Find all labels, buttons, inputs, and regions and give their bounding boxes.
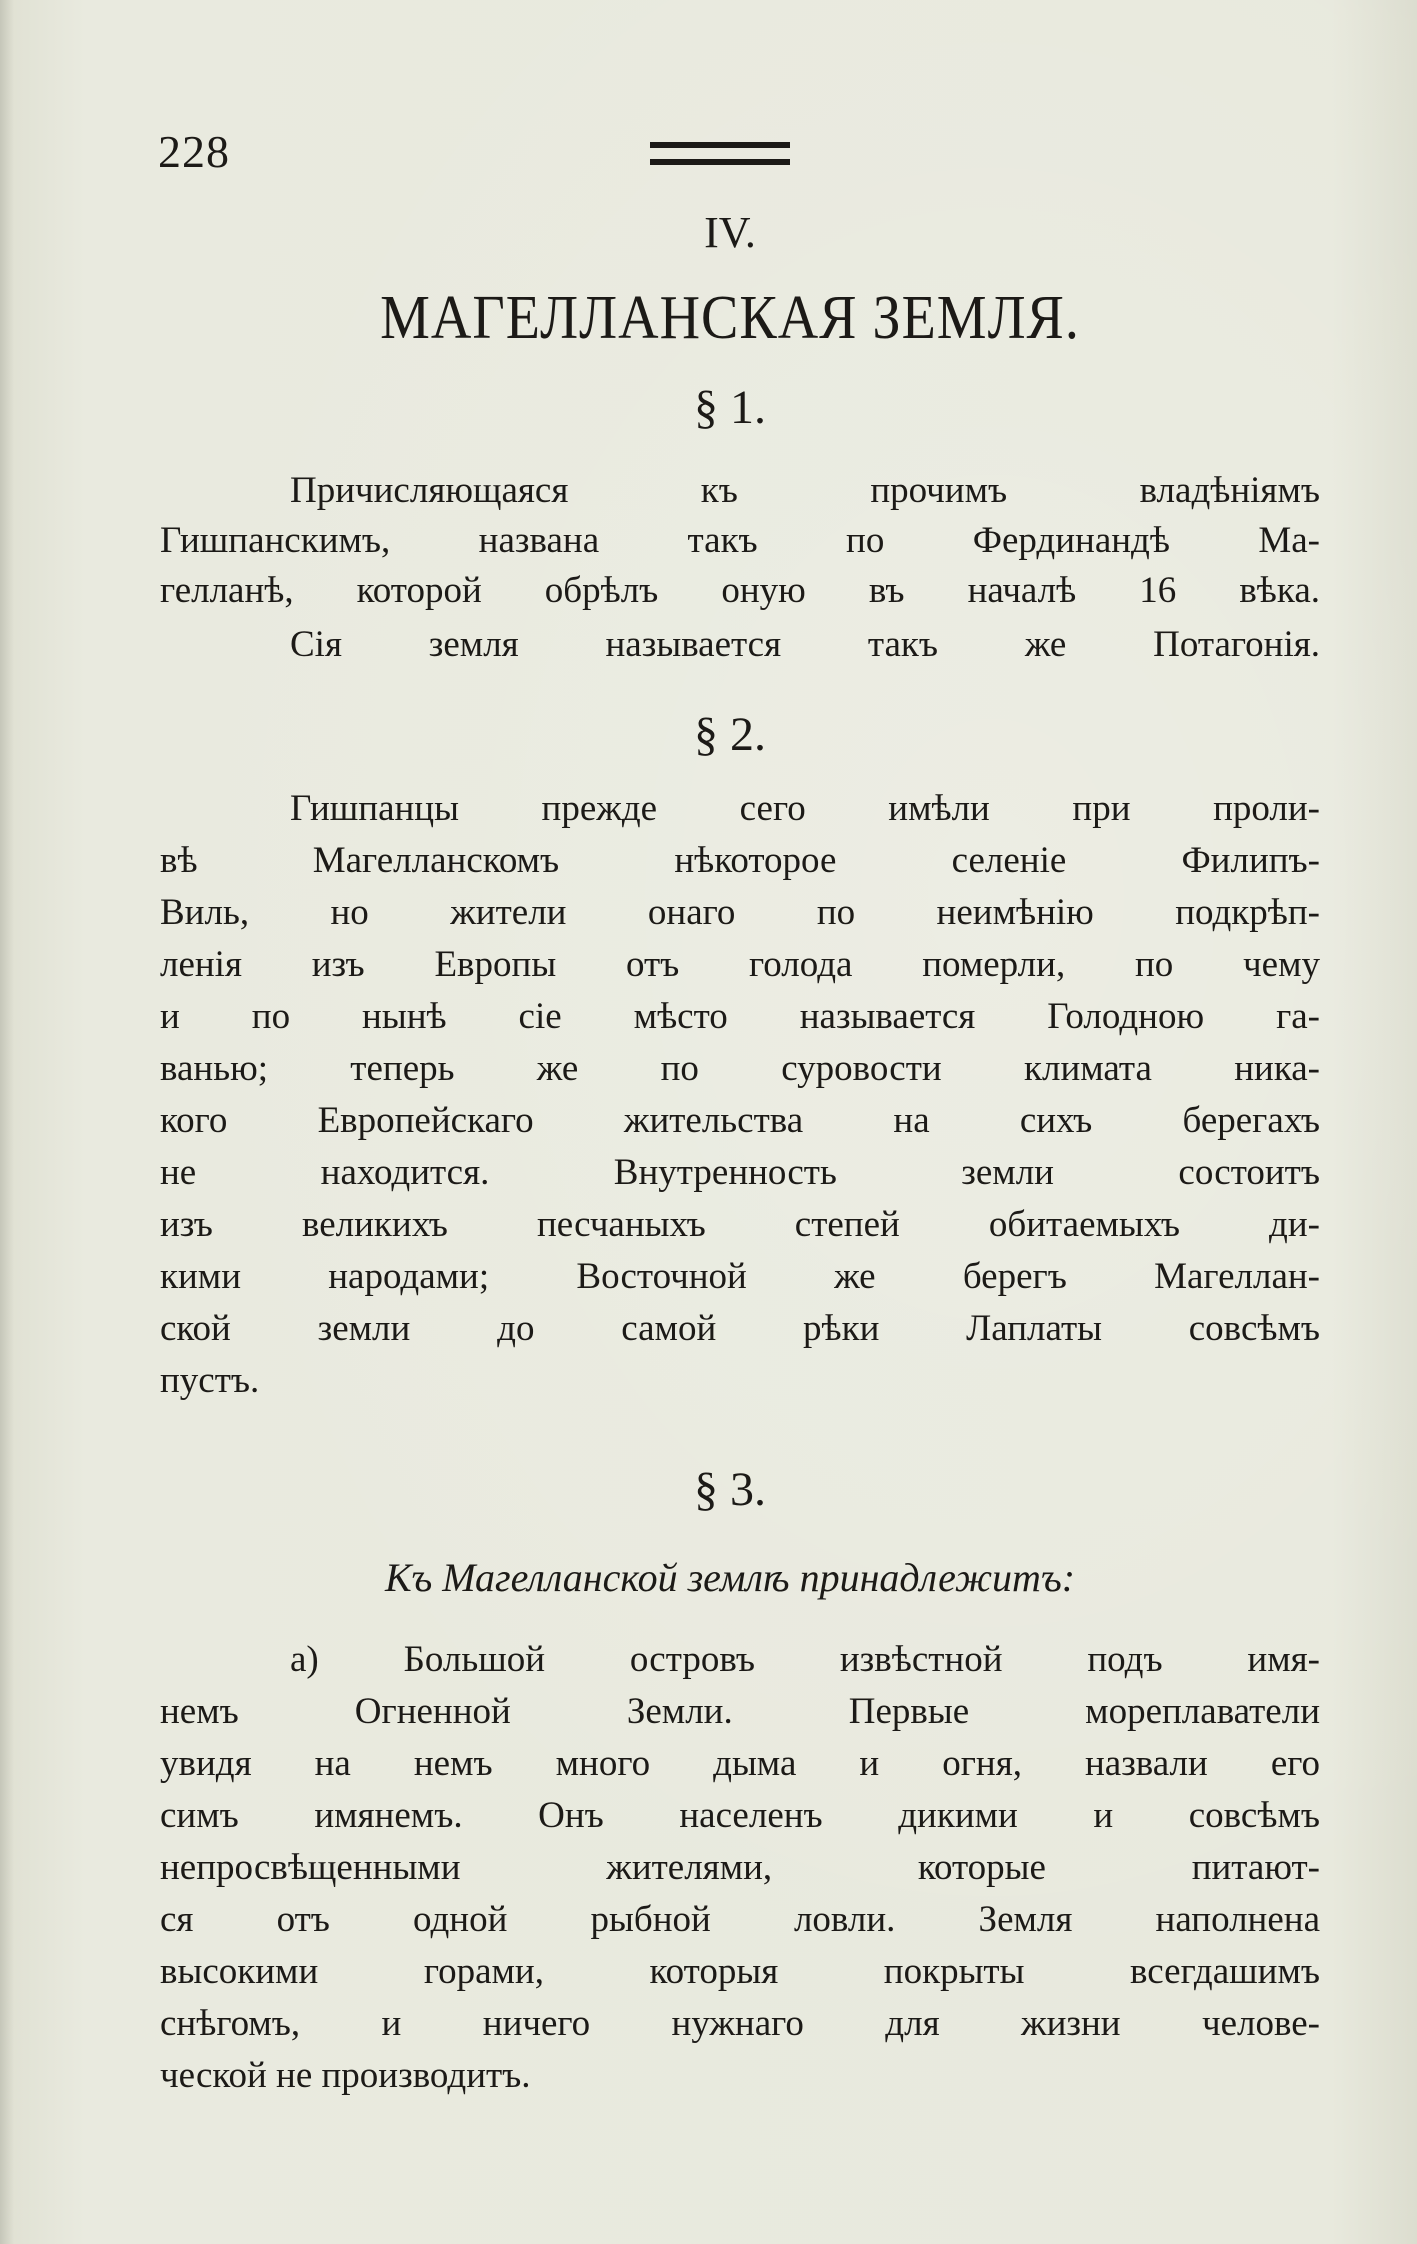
chapter-number: IV. xyxy=(704,208,756,257)
section-2-line-6: ванью; теперь же по суровости климата ника- xyxy=(160,1048,1320,1089)
section-2-line-9: изъ великихъ песчаныхъ степей обитаемыхъ ди- xyxy=(160,1204,1320,1245)
section-2-mark: § 2. xyxy=(694,708,766,761)
section-3-line-3: увидя на немъ много дыма и огня, назвали его xyxy=(160,1743,1320,1784)
section-3-line-4: симъ имянемъ. Онъ населенъ дикими и совсѣмъ xyxy=(160,1795,1320,1836)
section-3-mark: § 3. xyxy=(694,1463,766,1516)
section-1-line-1: Причисляющаяся къ прочимъ владѣніямъ xyxy=(290,470,1320,511)
section-2-line-3: Виль, но жители онаго по неимѣнію подкрѣп- xyxy=(160,892,1320,933)
section-2-line-1: Гишпанцы прежде сего имѣли при проли- xyxy=(290,788,1320,829)
page-number: 228 xyxy=(158,126,230,177)
section-3-line-2: немъ Огненной Земли. Первые мореплаватели xyxy=(160,1691,1320,1732)
section-3-line-9: ческой не производитъ. xyxy=(160,2055,531,2096)
section-2-line-8: не находится. Внутренность земли состоитъ xyxy=(160,1152,1320,1193)
section-3-line-7: высокими горами, которыя покрыты всегдашимъ xyxy=(160,1951,1320,1992)
chapter-title: МАГЕЛЛАНСКАЯ ЗЕМЛЯ. xyxy=(380,283,1080,353)
section-3-line-5: непросвѣщенными жителями, которые питают- xyxy=(160,1847,1320,1888)
section-2-line-2: вѣ Магелланскомъ нѣкоторое селеніе Филипъ- xyxy=(160,840,1320,881)
section-1-line-4: Сія земля называется такъ же Потагонія. xyxy=(290,624,1320,665)
page-edge-shadow xyxy=(0,0,14,2244)
section-3-line-8: снѣгомъ, и ничего нужнаго для жизни челове- xyxy=(160,2003,1320,2044)
section-2-line-5: и по нынѣ сіе мѣсто называется Голодною га- xyxy=(160,996,1320,1037)
section-3-line-1: а) Большой островъ извѣстной подъ имя- xyxy=(290,1639,1320,1680)
section-1-line-2: Гишпанскимъ, названа такъ по Фердинандѣ Ма- xyxy=(160,520,1320,561)
section-2-line-12: пустъ. xyxy=(160,1360,260,1401)
section-2-line-10: кими народами; Восточной же берегъ Магеллан- xyxy=(160,1256,1320,1297)
header-rule-top xyxy=(650,142,790,148)
header-rule-bottom xyxy=(650,159,790,165)
section-3-heading: Къ Магелланской землѣ принадлежитъ: xyxy=(384,1555,1076,1600)
section-2-line-11: ской земли до самой рѣки Лаплаты совсѣмъ xyxy=(160,1308,1320,1349)
section-1-line-3: гелланѣ, которой обрѣлъ оную въ началѣ 16 вѣка. xyxy=(160,570,1320,611)
section-2-line-7: кого Европейскаго жительства на сихъ берегахъ xyxy=(160,1100,1320,1141)
section-2-line-4: ленія изъ Европы отъ голода померли, по чему xyxy=(160,944,1320,985)
section-3-line-6: ся отъ одной рыбной ловли. Земля наполнена xyxy=(160,1899,1320,1940)
section-1-mark: § 1. xyxy=(694,381,766,434)
